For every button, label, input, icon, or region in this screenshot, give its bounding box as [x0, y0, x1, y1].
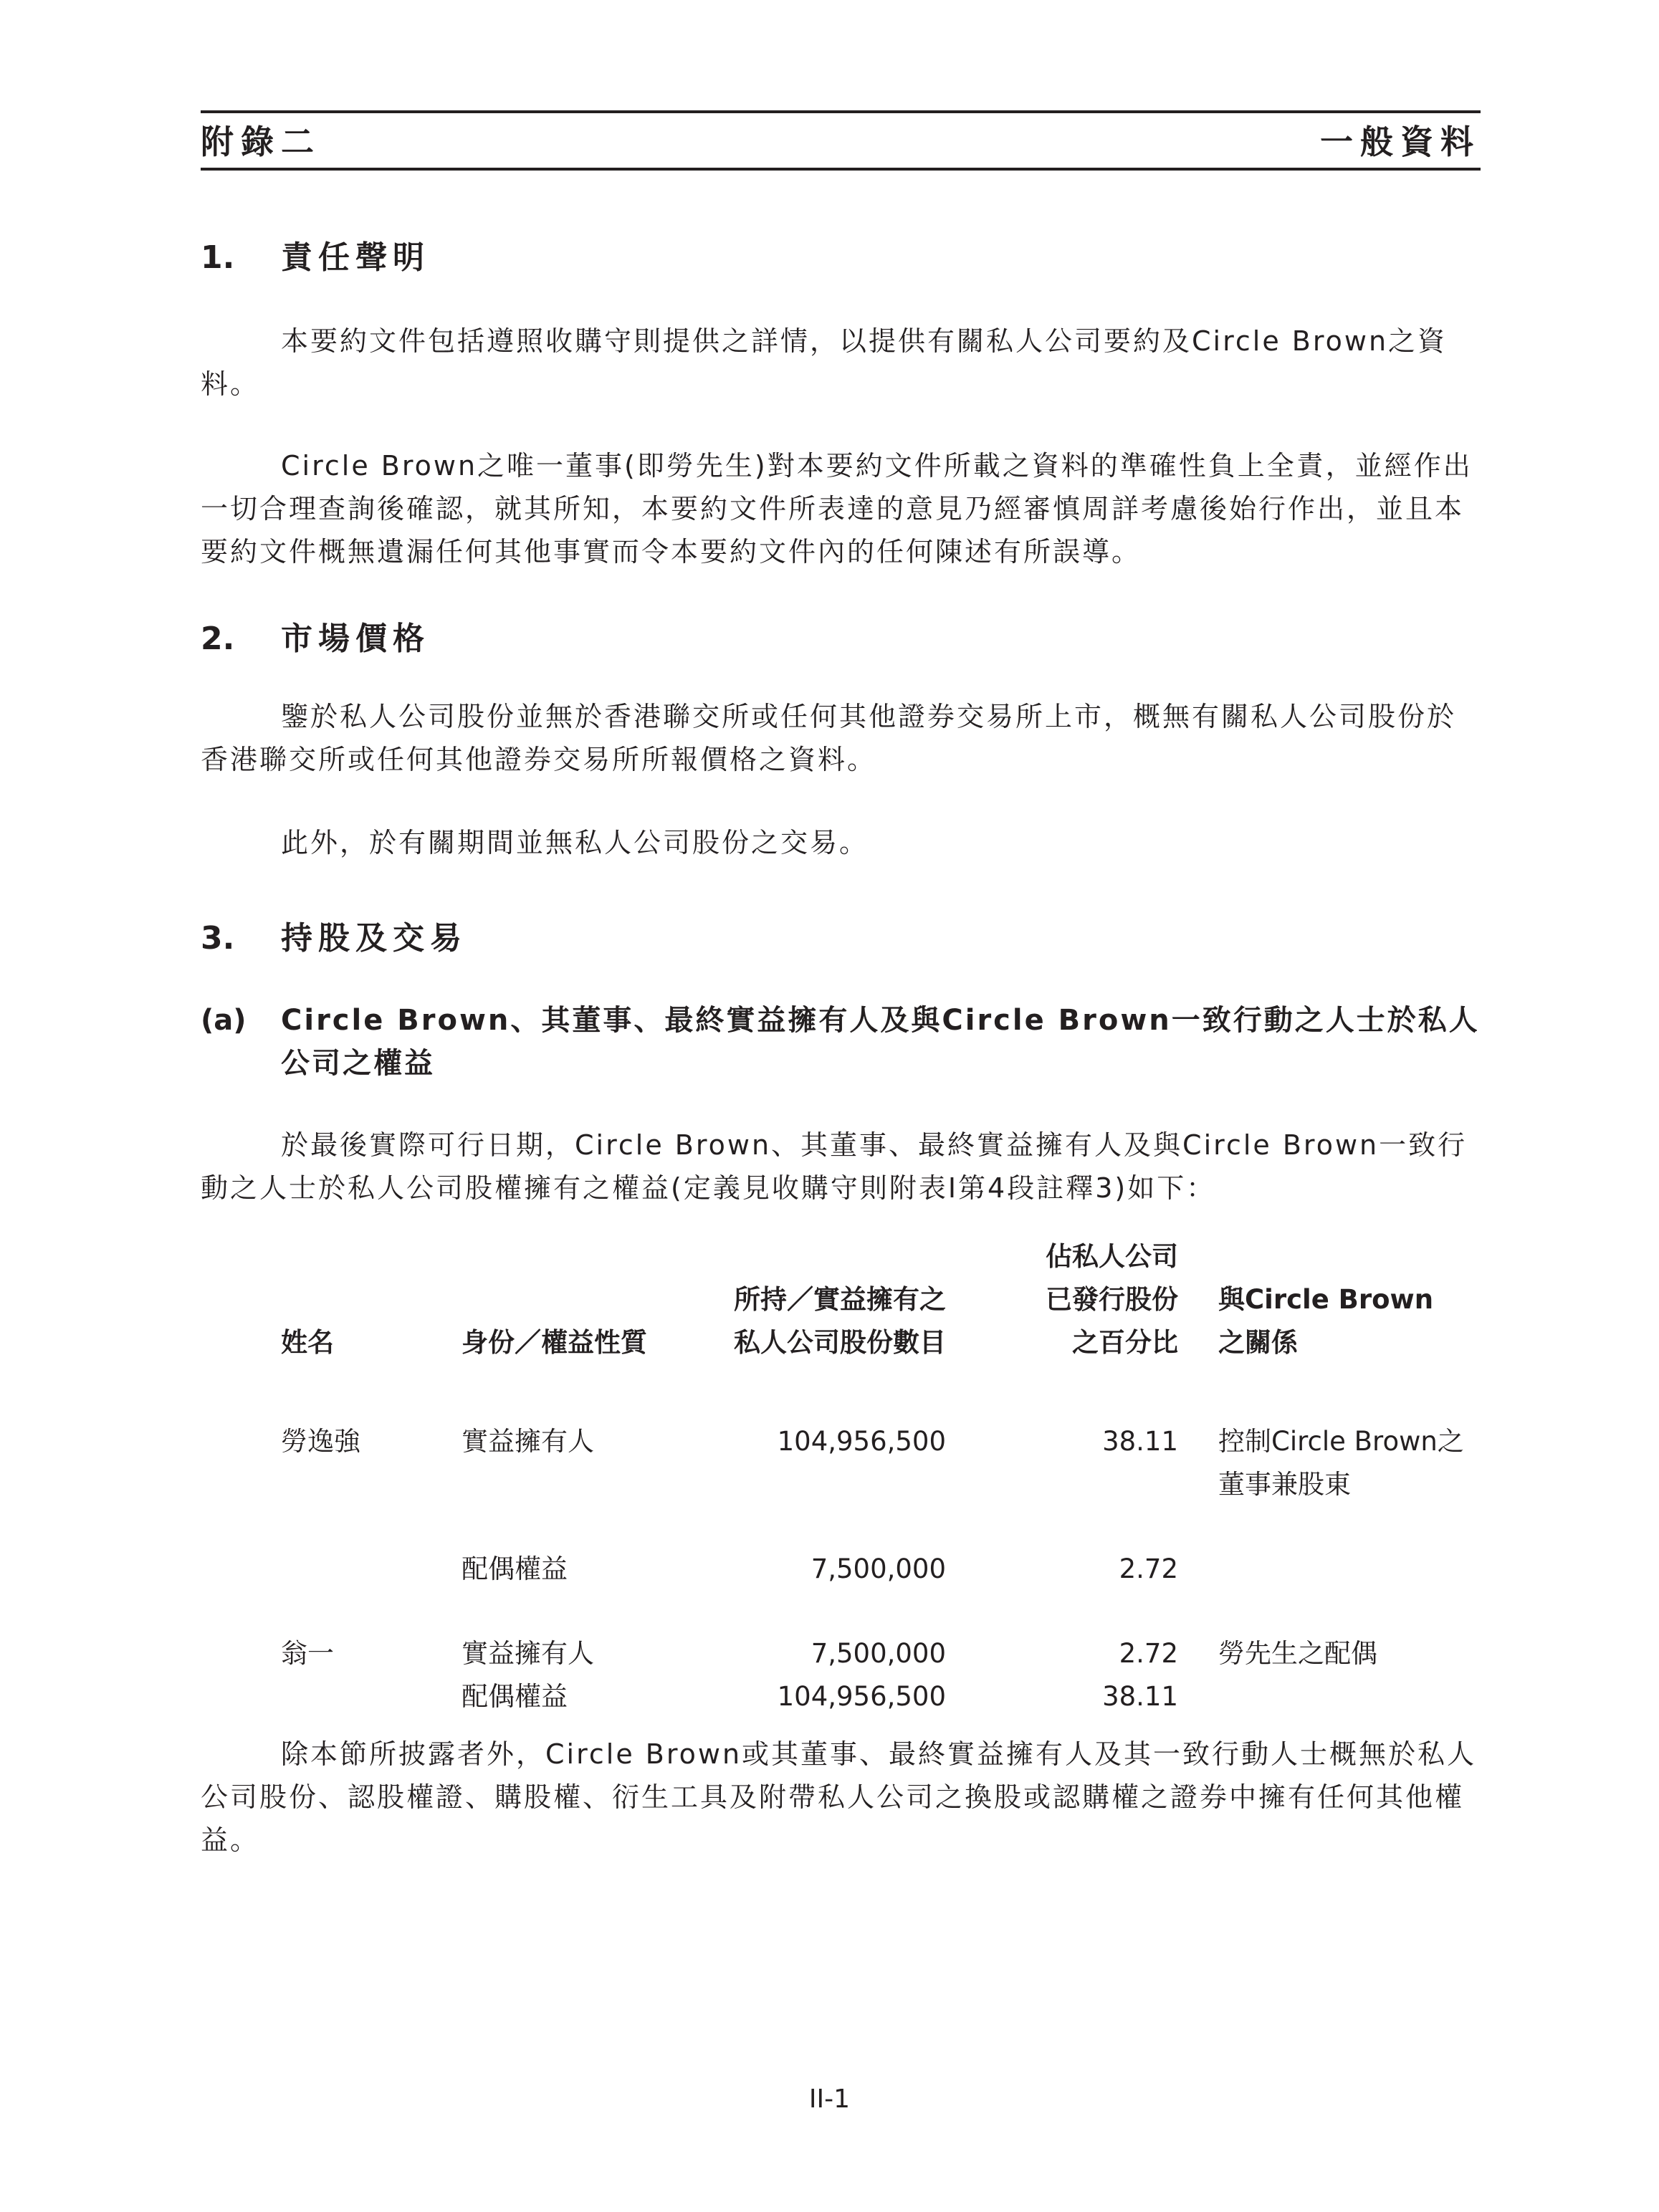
- table-row-1-capacity: 實益擁有人: [462, 1426, 594, 1457]
- header-bottom-rule: [201, 168, 1481, 171]
- table-header-capacity: 身份／權益性質: [462, 1327, 647, 1358]
- table-row-2-percent: 2.72: [1119, 1553, 1178, 1584]
- section-1-number: 1.: [201, 239, 235, 276]
- subsection-a-label: (a): [201, 1004, 247, 1037]
- section-category: 一般資料: [1320, 123, 1481, 161]
- table-row-1-percent: 38.11: [1102, 1426, 1178, 1457]
- section-1-paragraph-2: Circle Brown之唯一董事(即勞先生)對本要約文件所載之資料的準確性負上全責，並經作出一切合理查詢後確認，就其所知，本要約文件所表達的意見乃經審慎周詳考慮後始行作出，並且本要約文件概無遺漏任何其他事實而令本要約文件內的任何陳述有所誤導。: [201, 450, 1473, 568]
- section-2-paragraph-1: 鑒於私人公司股份並無於香港聯交所或任何其他證券交易所上市，概無有關私人公司股份於香港聯交所或任何其他證券交易所所報價格之資料。: [201, 701, 1457, 775]
- table-header-relation: 與Circle Brown 之關係: [1218, 1284, 1434, 1358]
- table-row-1-shares: 104,956,500: [777, 1426, 946, 1457]
- table-header-shares: 所持／實益擁有之 私人公司股份數目: [734, 1284, 946, 1358]
- table-row-1-name: 勞逸強: [281, 1426, 360, 1457]
- section-1-paragraph-1: 本要約文件包括遵照收購守則提供之詳情，以提供有關私人公司要約及Circle Brown之資料。: [201, 325, 1448, 400]
- table-row-3-relation: 勞先生之配偶: [1218, 1638, 1377, 1669]
- table-row-3-capacity: 實益擁有人 配偶權益: [462, 1638, 594, 1712]
- header-top-rule: [201, 110, 1481, 113]
- table-header-name: 姓名: [281, 1327, 334, 1358]
- table-row-1-relation: 控制Circle Brown之 董事兼股東: [1218, 1426, 1464, 1500]
- appendix-label: 附錄二: [201, 123, 321, 161]
- subsection-a-intro: 於最後實際可行日期，Circle Brown、其董事、最終實益擁有人及與Circle Brown一致行動之人士於私人公司股權擁有之權益(定義見收購守則附表I第4段註釋3)如下：: [201, 1129, 1468, 1204]
- section-3-title: 持股及交易: [281, 920, 467, 957]
- table-row-3-percent: 2.72 38.11: [1102, 1638, 1178, 1712]
- section-3-number: 3.: [201, 920, 235, 957]
- page-number: II-1: [808, 2084, 851, 2114]
- section-2-number: 2.: [201, 621, 235, 657]
- table-row-2-capacity: 配偶權益: [462, 1553, 568, 1584]
- subsection-a-closing: 除本節所披露者外，Circle Brown或其董事、最終實益擁有人及其一致行動人士概無於私人公司股份、認股權證、購股權、衍生工具及附帶私人公司之換股或認購權之證券中擁有任何其他權益。: [201, 1738, 1477, 1856]
- section-2-paragraph-2: 此外，於有關期間並無私人公司股份之交易。: [281, 827, 869, 858]
- section-2-title: 市場價格: [281, 621, 430, 657]
- subsection-a-title: Circle Brown、其董事、最終實益擁有人及與Circle Brown一致行動之人士於私人公司之權益: [281, 1004, 1480, 1080]
- table-row-3-name: 翁一: [281, 1638, 334, 1669]
- table-header-percent: 佔私人公司 已發行股份 之百分比: [1046, 1241, 1178, 1358]
- table-row-2-shares: 7,500,000: [811, 1553, 946, 1584]
- table-row-3-shares: 7,500,000 104,956,500: [777, 1638, 946, 1712]
- section-1-title: 責任聲明: [281, 239, 430, 276]
